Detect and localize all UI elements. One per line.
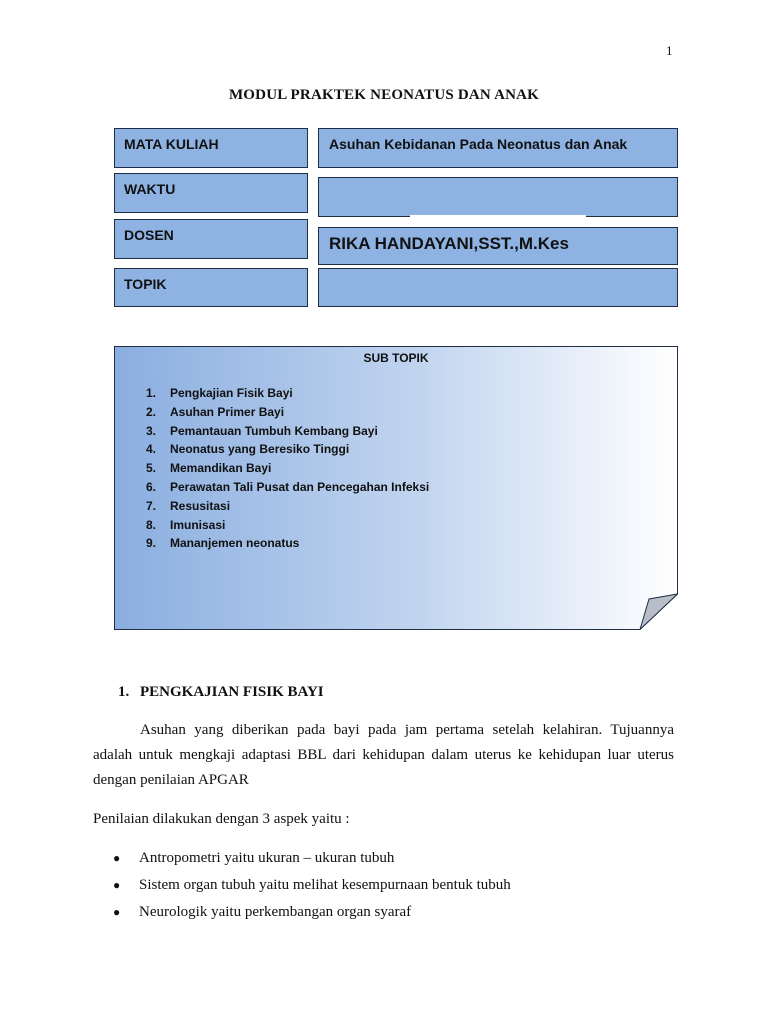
label-dosen: [114, 219, 308, 259]
section-number: 1.: [118, 684, 130, 700]
label-dosen-text: DOSEN: [124, 227, 174, 243]
bullet-icon: ●: [113, 905, 121, 919]
aspect-bullet-item: [113, 899, 511, 926]
value-topik-text: [319, 269, 677, 276]
label-topik: [114, 268, 308, 307]
aspect-bullet-text: Sistem organ tubuh yaitu melihat kesempurnaan bentuk tubuh: [139, 877, 511, 893]
sub-topik-item-number: 2.: [146, 404, 157, 419]
aspect-bullet-item: [113, 872, 511, 899]
sub-topik-item-number: 8.: [146, 517, 157, 532]
sub-topik-item: [146, 536, 429, 555]
sub-topik-item-text: Asuhan Primer Bayi: [170, 404, 285, 419]
value-mata-kuliah-text: Asuhan Kebidanan Pada Neonatus dan Anak: [329, 136, 628, 152]
label-waktu: [114, 173, 308, 213]
document-title: MODUL PRAKTEK NEONATUS DAN ANAK: [228, 87, 540, 103]
sub-topik-panel: [114, 346, 678, 630]
sub-topik-item-text: Memandikan Bayi: [170, 461, 272, 476]
sub-topik-title: SUB TOPIK: [363, 351, 429, 365]
sub-topik-item: [146, 424, 429, 443]
value-dosen: [318, 227, 678, 265]
sub-topik-item: [146, 480, 429, 499]
sub-topik-item: [146, 461, 429, 480]
sub-topik-item-text: Perawatan Tali Pusat dan Pencegahan Infeksi: [170, 479, 430, 494]
sub-topik-item-number: 9.: [146, 536, 157, 551]
value-waktu-text: [319, 178, 677, 185]
sub-topik-item: [146, 405, 429, 424]
sub-topik-item-text: Resusitasi: [170, 498, 231, 513]
sub-topik-item-number: 5.: [146, 461, 157, 476]
section-intro: [93, 807, 674, 832]
sub-topik-item-text: Imunisasi: [170, 517, 226, 532]
value-waktu: [318, 177, 678, 217]
sub-topik-item-text: Neonatus yang Beresiko Tinggi: [170, 442, 350, 457]
sub-topik-item: [146, 499, 429, 518]
aspect-bullet-item: [113, 845, 511, 872]
aspect-bullet-text: Neurologik yaitu perkembangan organ syaraf: [139, 904, 412, 920]
sub-topik-item-text: Mananjemen neonatus: [170, 536, 300, 551]
sub-topik-item-number: 4.: [146, 442, 157, 457]
label-mata-kuliah-text: MATA KULIAH: [124, 136, 219, 152]
label-mata-kuliah: [114, 128, 308, 168]
page-number: 1: [666, 43, 673, 58]
section-heading: [118, 684, 324, 701]
aspect-bullet-list: [113, 845, 511, 926]
paragraph-line: dengan penilaian APGAR: [93, 772, 249, 788]
aspect-bullet-text: Antropometri yaitu ukuran – ukuran tubuh: [139, 850, 395, 866]
sub-topik-item: [146, 442, 429, 461]
section-paragraph: [93, 718, 674, 793]
sub-topik-item-number: 3.: [146, 423, 157, 438]
sub-topik-item-number: 7.: [146, 498, 157, 513]
sub-topik-list: [146, 386, 429, 555]
paragraph-line: Asuhan yang diberikan pada bayi pada jam pertama setelah kelahiran. Tujuannya: [140, 722, 674, 738]
value-mata-kuliah: [318, 128, 678, 168]
sub-topik-item-text: Pengkajian Fisik Bayi: [170, 386, 293, 400]
box-gap-mask: [410, 215, 586, 218]
sub-topik-item-text: Pemantauan Tumbuh Kembang Bayi: [170, 423, 378, 438]
bullet-icon: ●: [113, 851, 121, 865]
label-topik-text: TOPIK: [124, 276, 167, 292]
sub-topik-item-number: 6.: [146, 479, 157, 494]
label-waktu-text: WAKTU: [124, 181, 176, 197]
bullet-icon: ●: [113, 878, 121, 892]
section-heading-text: PENGKAJIAN FISIK BAYI: [140, 684, 324, 700]
intro-text: Penilaian dilakukan dengan 3 aspek yaitu :: [93, 811, 350, 827]
sub-topik-item-number: 1.: [146, 386, 157, 400]
sub-topik-item: [146, 518, 429, 537]
value-topik: [318, 268, 678, 307]
sub-topik-item: [146, 386, 429, 405]
value-dosen-text: RIKA HANDAYANI,SST.,M.Kes: [329, 234, 569, 253]
paragraph-line: adalah untuk mengkaji adaptasi BBL dari kehidupan dalam uterus ke kehidupan luar uterus: [93, 747, 674, 763]
